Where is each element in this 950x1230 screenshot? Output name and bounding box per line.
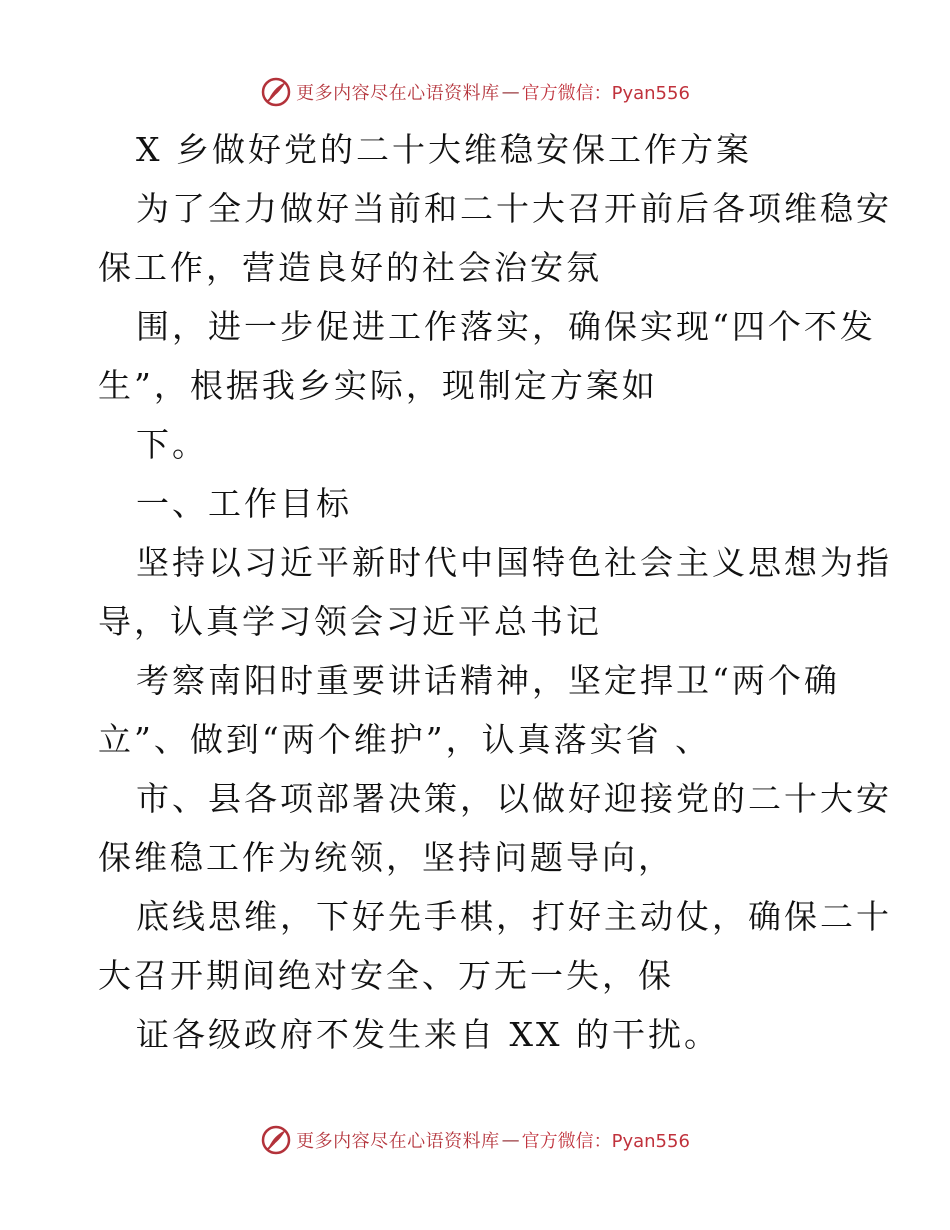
- text-line: 导，认真学习领会习近平总书记: [98, 602, 602, 641]
- text-line: 围，进一步促进工作落实，确保实现“四个不发: [136, 307, 876, 346]
- section-heading: 一、工作目标: [136, 484, 352, 523]
- watermark-separator: —: [501, 1129, 520, 1151]
- text-line: 考察南阳时重要讲话精神，坚定捍卫“两个确: [136, 661, 840, 700]
- text-line: 坚持以习近平新时代中国特色社会主义思想为指: [136, 543, 892, 582]
- header-watermark: [0, 72, 950, 112]
- text-line: 为了全力做好当前和二十大召开前后各项维稳安: [136, 189, 892, 228]
- watermark-separator: —: [501, 81, 520, 103]
- document-title: X 乡做好党的二十大维稳安保工作方案: [136, 130, 752, 169]
- text-line: 底线思维，下好先手棋，打好主动仗，确保二十: [136, 897, 892, 936]
- text-line: 立”、做到“两个维护”，认真落实省 、: [98, 720, 712, 759]
- footer-watermark: [0, 1120, 950, 1160]
- watermark-text: 更多内容尽在心语资料库: [296, 83, 500, 104]
- text-line: 市、县各项部署决策，以做好迎接党的二十大安: [136, 779, 892, 818]
- feather-pen-logo-icon: [260, 1124, 292, 1156]
- text-line: 下。: [136, 425, 208, 464]
- text-line: 生”，根据我乡实际，现制定方案如: [98, 366, 658, 405]
- feather-pen-logo-icon: [260, 76, 292, 108]
- text-line: 证各级政府不发生来自 XX 的干扰。: [136, 1015, 720, 1054]
- text-line: 大召开期间绝对安全、万无一失，保: [98, 956, 674, 995]
- watermark-text: 更多内容尽在心语资料库: [296, 1131, 500, 1152]
- watermark-contact: 官方微信：Pyan556: [521, 83, 690, 104]
- text-line: 保工作，营造良好的社会治安氛: [98, 248, 602, 287]
- text-line: 保维稳工作为统领，坚持问题导向，: [98, 838, 674, 877]
- document-body: [98, 120, 892, 1064]
- watermark-contact: 官方微信：Pyan556: [521, 1131, 690, 1152]
